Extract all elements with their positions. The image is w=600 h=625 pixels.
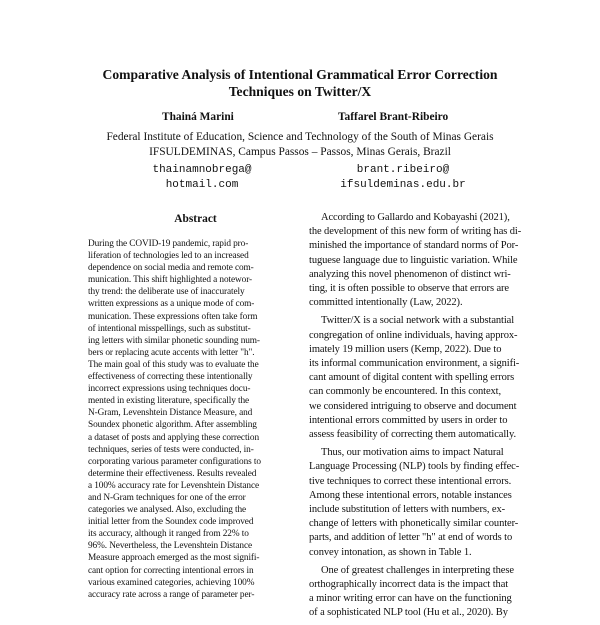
title-line: Comparative Analysis of Intentional Grammatical Error Correction xyxy=(102,67,498,82)
author-email xyxy=(112,163,292,193)
abstract-line: of intentional misspellings, such as substitut- xyxy=(88,323,251,334)
abstract-line: written expressions as a unique mode of com- xyxy=(88,299,255,310)
body-line: One of greatest challenges in interpreting these xyxy=(321,564,514,576)
body-line: convey intonation, as shown in Table 1. xyxy=(309,546,472,558)
body-line: Language Processing (NLP) tools by finding effec- xyxy=(309,461,520,473)
affiliation-line: Federal Institute of Education, Science and Technology of the South of Minas Gerais xyxy=(106,131,494,143)
abstract-line: determine their effectiveness. Results revealed xyxy=(88,468,257,479)
body-paragraph xyxy=(309,211,527,310)
body-line: minished the importance of standard norms of Por- xyxy=(309,240,519,252)
abstract-line: various examined categories, achieving 100% xyxy=(88,577,255,588)
body-line: Twitter/X is a social network with a substantial xyxy=(321,315,515,327)
body-line: ting, it is often possible to observe that errors are xyxy=(309,283,509,295)
body-line: a minor writing error can have on the functioning xyxy=(309,593,512,605)
body-line: congregation of online individuals, having approx- xyxy=(309,329,518,341)
body-line: committed intentionally (Law, 2022). xyxy=(309,297,463,309)
body-line: parts, and addition of letter "h" at end of words to xyxy=(309,532,513,544)
author-name: Taffarel Brant-Ribeiro xyxy=(338,111,449,123)
paper-title xyxy=(40,66,560,100)
body-line: can commonly be encountered. In this context, xyxy=(309,386,502,398)
body-paragraph xyxy=(309,564,527,621)
body-line: Thus, our motivation aims to impact Natural xyxy=(321,447,504,459)
body-line: imately 19 million users (Kemp, 2022). Due to xyxy=(309,343,502,355)
abstract-line: munication. These expressions often take form xyxy=(88,311,258,322)
body-line: assess feasibility of correcting them automatically. xyxy=(309,429,516,441)
email-line: ifsuldeminas.edu.br xyxy=(340,179,466,191)
abstract-line: N-Gram, Levenshtein Distance Measure, and xyxy=(88,408,253,419)
abstract-line: Measure approach emerged as the most signifi- xyxy=(88,553,260,564)
abstract-line: munication. This shift highlighted a notewor- xyxy=(88,275,253,286)
abstract-line: liferation of technologies led to an increased xyxy=(88,251,249,262)
abstract-line: and N-Gram techniques for one of the error xyxy=(88,492,246,503)
body-line: its informal communication environment, a signifi- xyxy=(309,358,520,370)
abstract-line: dependence on social media and remote com- xyxy=(88,263,254,274)
abstract-line: During the COVID-19 pandemic, rapid pro- xyxy=(88,239,249,249)
abstract-line: mented in existing literature, specifically the xyxy=(88,396,250,407)
author-name: Thainá Marini xyxy=(162,111,234,123)
abstract-line: a dataset of posts and applying these correction xyxy=(88,432,260,443)
body-paragraph xyxy=(309,446,527,560)
abstract-line: a 100% accuracy rate for Levenshtein Distance xyxy=(88,480,260,491)
abstract-line: accuracy rate across a range of parameter per- xyxy=(88,589,255,600)
body-line: include substitution of letters with numbers, ex- xyxy=(309,504,506,516)
body-line: we considered intriguing to observe and document xyxy=(309,400,517,412)
body-line: orthographically incorrect data is the impact that xyxy=(309,579,509,591)
abstract-line: categories we analysed. Also, excluding the xyxy=(88,505,247,516)
abstract-line: 96%. Nevertheless, the Levenshtein Distance xyxy=(88,541,253,552)
body-line: intentional errors committed by users in order to xyxy=(309,414,508,426)
abstract-line: The main goal of this study was to evaluate the xyxy=(88,359,259,370)
body-line: tuguese language due to linguistic variation. While xyxy=(309,254,518,266)
body-line: cant amount of digital content with spelling errors xyxy=(309,372,515,384)
abstract-line: techniques, series of tests were conducted, in- xyxy=(88,444,254,455)
body-line: tive techniques to correct these intentional errors. xyxy=(309,475,512,487)
body-line: According to Gallardo and Kobayashi (2021), xyxy=(321,212,510,223)
body-paragraph xyxy=(309,314,527,442)
affiliation-line: IFSULDEMINAS, Campus Passos – Passos, Minas Gerais, Brazil xyxy=(149,146,451,158)
abstract-line: thy trend: the deliberate use of inaccurately xyxy=(88,287,245,298)
abstract-line: cant option for correcting intentional errors in xyxy=(88,565,254,576)
abstract-body xyxy=(88,238,303,601)
email-line: thainamnobrega@ xyxy=(152,164,252,176)
author-email xyxy=(313,163,493,193)
abstract-line: ing letters with similar phonetic sounding num- xyxy=(88,335,260,346)
abstract-heading: Abstract xyxy=(174,213,217,225)
body-column xyxy=(309,211,527,625)
abstract-line: incorrect expressions using techniques docu- xyxy=(88,384,251,395)
title-line: Techniques on Twitter/X xyxy=(228,84,372,99)
abstract-line: Soundex phonetic algorithm. After assembling xyxy=(88,420,257,431)
body-line: analyzing this novel phenomenon of distinct wri- xyxy=(309,268,511,280)
abstract-line: initial letter from the Soundex code improved xyxy=(88,517,254,528)
email-line: hotmail.com xyxy=(165,179,239,191)
abstract-line: bers or replacing acute accents with letter "h". xyxy=(88,347,255,358)
body-line: of a sophisticated NLP tool (Hu et al., 2020). By xyxy=(309,607,508,619)
body-line: Among these intentional errors, notable instances xyxy=(309,489,512,501)
abstract-line: corporating various parameter configurations to xyxy=(88,456,261,467)
body-line: the development of this new form of writing has di- xyxy=(309,226,522,238)
abstract-line: its accuracy, although it ranged from 22% to xyxy=(88,529,249,540)
body-line: change of letters with phonetically similar counter- xyxy=(309,518,519,530)
email-line: brant.ribeiro@ xyxy=(356,164,450,176)
abstract-line: effectiveness of correcting these intentionally xyxy=(88,372,253,383)
